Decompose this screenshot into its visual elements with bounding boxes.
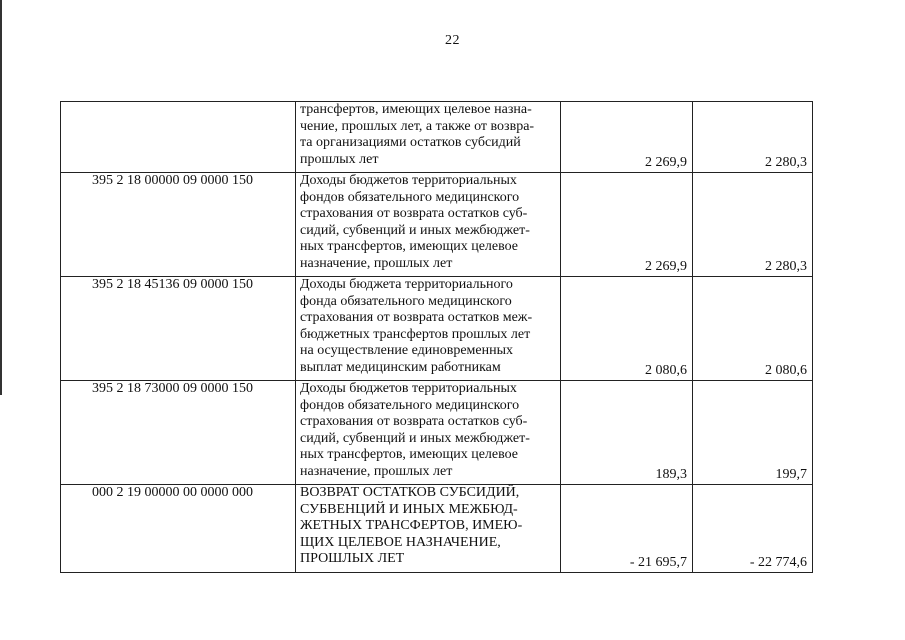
value-year1-cell: 2 080,6 [561,277,693,381]
description-line: та организациями остатков субсидий [300,135,521,151]
description-line: выплат медицинским работникам [300,359,501,375]
description-line: Доходы бюджетов территориальных [300,173,517,188]
table-row [61,277,813,381]
value-year2-cell: 199,7 [693,381,813,485]
value-year1-cell: 2 269,9 [561,173,693,277]
value-year2-cell: 2 280,3 [693,173,813,277]
table-row [61,485,813,573]
description-line: страхования от возврата остатков меж- [300,310,533,326]
value-year2-cell: 2 280,3 [693,102,813,173]
description-line: фондов обязательного медицинского [300,397,520,413]
description-line: ВОЗВРАТ ОСТАТКОВ СУБСИДИЙ, [300,485,520,500]
value-year1-cell: 189,3 [561,381,693,485]
table-row [61,173,813,277]
description-line: страхования от возврата остатков суб- [300,414,528,430]
description-line: трансфертов, имеющих целевое назна- [300,102,532,117]
description-line: сидий, субвенций и иных межбюджет- [300,430,530,446]
description-line: ЩИХ ЦЕЛЕВОЕ НАЗНАЧЕНИЕ, [300,534,501,550]
description-line: Доходы бюджетов территориальных [300,381,517,396]
description-cell [296,173,561,277]
description-line: прошлых лет [300,151,379,167]
description-line: ЖЕТНЫХ ТРАНСФЕРТОВ, ИМЕЮ- [300,518,523,534]
value-year1-cell: 2 269,9 [561,102,693,173]
value-year2-cell: 2 080,6 [693,277,813,381]
description-line: страхования от возврата остатков суб- [300,206,528,222]
description-line: ПРОШЛЫХ ЛЕТ [300,551,405,567]
budget-code-cell: 395 2 18 73000 09 0000 150 [61,381,296,485]
description-line: назначение, прошлых лет [300,255,453,271]
description-cell [296,381,561,485]
scan-edge-line [0,0,2,395]
description-line: ных трансфертов, имеющих целевое [300,447,519,463]
table-row [61,102,813,173]
budget-code-cell [61,102,296,173]
description-line: СУБВЕНЦИЙ И ИНЫХ МЕЖБЮД- [300,501,518,517]
budget-code-cell: 395 2 18 45136 09 0000 150 [61,277,296,381]
description-line: сидий, субвенций и иных межбюджет- [300,222,530,238]
description-line: чение, прошлых лет, а также от возвра- [300,118,535,134]
description-line: Доходы бюджета территориального [300,277,513,292]
description-cell [296,485,561,573]
description-line: на осуществление единовременных [300,343,514,359]
table-row [61,381,813,485]
budget-code-cell: 000 2 19 00000 00 0000 000 [61,485,296,573]
description-cell [296,277,561,381]
budget-table [60,101,813,573]
value-year2-cell: - 22 774,6 [693,485,813,573]
description-line: фонда обязательного медицинского [300,293,512,309]
description-line: назначение, прошлых лет [300,463,453,479]
description-line: фондов обязательного медицинского [300,189,520,205]
description-cell [296,102,561,173]
page-number: 22 [445,33,460,48]
budget-code-cell: 395 2 18 00000 09 0000 150 [61,173,296,277]
description-line: ных трансфертов, имеющих целевое [300,239,519,255]
value-year1-cell: - 21 695,7 [561,485,693,573]
description-line: бюджетных трансфертов прошлых лет [300,326,531,342]
